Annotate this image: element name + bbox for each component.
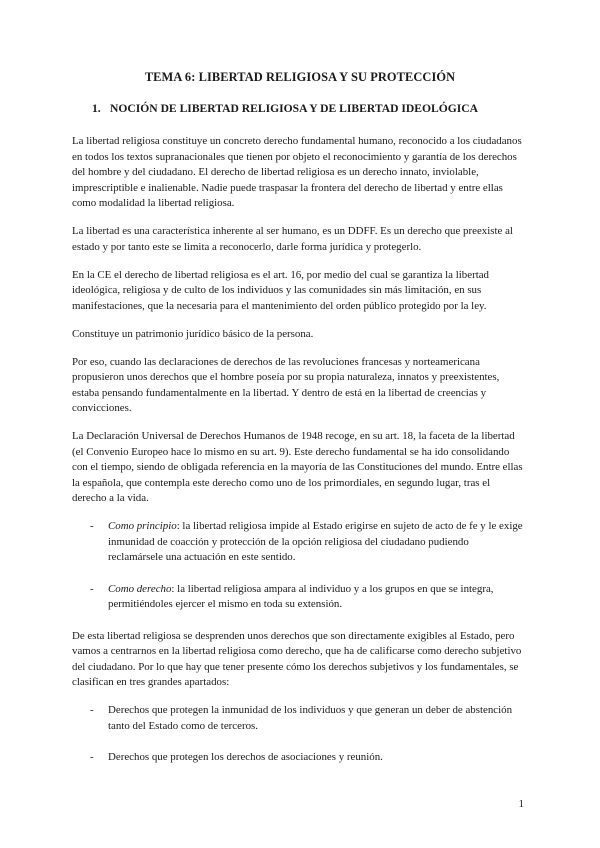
document-body	[72, 134, 526, 782]
list-item	[72, 519, 526, 566]
paragraph: En la CE el derecho de libertad religiosa es el art. 16, por medio del cual se garantiza la libertad ideológica, religiosa y de culto de los individuos y las comunidades sin más limitación, en sus manifestaciones, que la necesaria para el mantenimiento del orden público protegido por la ley.	[72, 268, 490, 312]
list-item	[72, 703, 526, 734]
list-item-text: Derechos que protegen la inmunidad de los individuos y que generan un deber de abstención tanto del Estado como de terceros.	[108, 704, 513, 732]
paragraph: De esta libertad religiosa se desprenden unos derechos que son directamente exigibles al Estado, pero vamos a centrarnos en la libertad religiosa como derecho, que ha de calificarse como derecho subjetivo del ciudadano. Por lo que hay que tener presente cómo los derechos subjetivos y los fundamentales, se clasifican en tres grandes apartados:	[72, 629, 522, 688]
section-heading	[92, 102, 532, 115]
rights-list	[72, 703, 526, 766]
paragraph: La libertad es una característica inherente al ser humano, es un DDFF. Es un derecho que preexiste al estado y por tanto este se limita a reconocerlo, darle forma jurídica y protegerlo.	[72, 225, 513, 253]
list-item	[72, 750, 526, 766]
paragraph: La libertad religiosa constituye un concreto derecho fundamental humano, reconocido a los ciudadanos en todos los textos supranacionales que tienen por objeto el reconocimiento y garantía de los derechos del hombre y del ciudadano. El derecho de libertad religiosa es un derecho innato, inviolable, imprescriptible e inalienable. Nadie puede traspasar la frontera del derecho de libertad y entre ellas como modalidad la libertad religiosa.	[72, 135, 522, 209]
list-item-text: Derechos que protegen los derechos de asociaciones y reunión.	[108, 751, 383, 763]
list-item-term: Como derecho	[108, 582, 172, 595]
list-dash: -	[90, 520, 94, 532]
page-number: 1	[518, 798, 524, 810]
section-heading-text: NOCIÓN DE LIBERTAD RELIGIOSA Y DE LIBERTAD IDEOLÓGICA	[110, 102, 479, 115]
list-dash: -	[90, 751, 94, 763]
paragraph: Por eso, cuando las declaraciones de derechos de las revoluciones francesas y norteamericana propusieron unos derechos que el hombre poseía por su propia naturaleza, innatos y preexistentes, estaba pensando fundamentalmente en la libertad. Y dentro de está en la libertad de creencias y convicciones.	[72, 355, 500, 414]
principle-list	[72, 519, 526, 613]
list-item	[72, 582, 526, 613]
paragraph: La Declaración Universal de Derechos Humanos de 1948 recoge, en su art. 18, la faceta de la libertad (el Convenio Europeo hace lo mismo en su art. 9). Este derecho fundamental se ha ido consolidando con el tiempo, siendo de obligada referencia en la mayoría de las Constituciones del mundo. Entre ellas la española, que contempla este derecho como uno de los primordiales, en segundo lugar, tras el derecho a la vida.	[72, 430, 523, 504]
list-dash: -	[90, 704, 94, 716]
list-item-text: : la libertad religiosa impide al Estado erigirse en sujeto de acto de fe y le exige inmunidad de coacción y protección de la opción religiosa del ciudadano pudiendo reclamársele una actuación en este sentido.	[108, 520, 523, 563]
section-number: 1.	[92, 102, 101, 115]
document-title: TEMA 6: LIBERTAD RELIGIOSA Y SU PROTECCIÓN	[144, 70, 456, 84]
list-item-term: Como principio	[108, 520, 177, 532]
list-item-text: : la libertad religiosa ampara al individuo y a los grupos en que se integra, permitiéndoles ejercer el mismo en toda su extensión.	[108, 582, 494, 610]
list-dash: -	[90, 582, 94, 595]
paragraph: Constituye un patrimonio jurídico básico de la persona.	[72, 327, 314, 340]
